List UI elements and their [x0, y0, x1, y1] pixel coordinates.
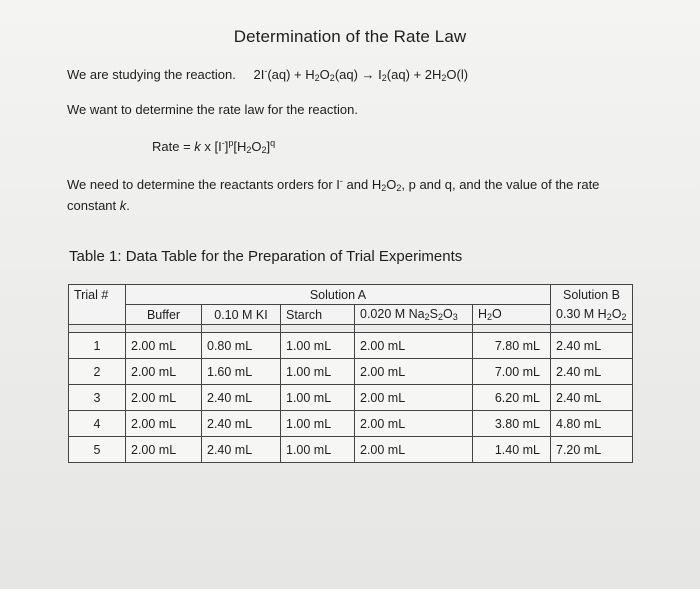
reaction-equation: $2I^-(aq) + H_2O_2(aq) \to I_2(aq) + 2H_2O(l)$ — [253, 66, 469, 83]
thiosulfate-value: 2.00 mL — [355, 385, 473, 411]
table-row — [69, 411, 633, 437]
starch-header: Starch — [281, 305, 355, 325]
thiosulfate-value: 2.00 mL — [355, 333, 473, 359]
thiosulfate-value: 2.00 mL — [355, 437, 473, 463]
table-subheader-row — [69, 305, 633, 325]
thiosulfate-header: 0.020 M $Na_2S_2O_3$ — [355, 305, 473, 325]
starch-value: 1.00 mL — [281, 411, 355, 437]
buffer-value: 2.00 mL — [126, 359, 202, 385]
buffer-header: Buffer — [126, 305, 202, 325]
orders-text: We need to determine the reactants orders for I- and $H_2O_2$, p and q, and the value of the rate constant k. — [67, 176, 600, 213]
ki-value: 1.60 mL — [202, 359, 281, 385]
trial-header: Trial # — [69, 285, 126, 305]
h2o2-value: 2.40 mL — [551, 333, 633, 359]
trial-number: 5 — [69, 437, 126, 463]
trial-number: 2 — [69, 359, 126, 385]
table-row — [69, 437, 633, 463]
table-header-row — [69, 285, 633, 305]
table-caption: Table 1: Data Table for the Preparation of Trial Experiments — [69, 248, 463, 265]
thiosulfate-value: 2.00 mL — [355, 411, 473, 437]
ki-header: 0.10 M KI — [202, 305, 281, 325]
starch-value: 1.00 mL — [281, 359, 355, 385]
h2o2-value: 2.40 mL — [551, 385, 633, 411]
trial-number: 3 — [69, 385, 126, 411]
trial-header-blank — [69, 305, 126, 325]
h2o2-value: 2.40 mL — [551, 359, 633, 385]
water-value: 7.80 mL — [473, 333, 551, 359]
buffer-value: 2.00 mL — [126, 411, 202, 437]
table-spacer-row — [69, 325, 633, 333]
trial-rows — [69, 333, 633, 463]
starch-value: 1.00 mL — [281, 385, 355, 411]
buffer-value: 2.00 mL — [126, 385, 202, 411]
reaction-line — [67, 66, 468, 83]
h2o2-value: 7.20 mL — [551, 437, 633, 463]
starch-value: 1.00 mL — [281, 333, 355, 359]
page-title: Determination of the Rate Law — [233, 27, 467, 46]
buffer-value: 2.00 mL — [126, 437, 202, 463]
table-row — [69, 333, 633, 359]
ki-value: 2.40 mL — [202, 411, 281, 437]
water-value: 6.20 mL — [473, 385, 551, 411]
water-header: $H_2O$ — [473, 305, 551, 325]
water-value: 1.40 mL — [473, 437, 551, 463]
water-value: 3.80 mL — [473, 411, 551, 437]
trial-data-table — [68, 284, 633, 463]
starch-value: 1.00 mL — [281, 437, 355, 463]
trial-number: 4 — [69, 411, 126, 437]
solution-a-header: Solution A — [126, 285, 551, 305]
buffer-value: 2.00 mL — [126, 333, 202, 359]
solution-b-header: Solution B — [551, 285, 633, 305]
table-row — [69, 359, 633, 385]
thiosulfate-value: 2.00 mL — [355, 359, 473, 385]
ki-value: 2.40 mL — [202, 385, 281, 411]
ki-value: 2.40 mL — [202, 437, 281, 463]
trial-number: 1 — [69, 333, 126, 359]
rate-law-equation: Rate = k x $[I^-]^p[H_2O_2]^q$ — [152, 138, 276, 155]
water-value: 7.00 mL — [473, 359, 551, 385]
studying-text: We are studying the reaction. — [67, 67, 236, 82]
ki-value: 0.80 mL — [202, 333, 281, 359]
h2o2-value: 4.80 mL — [551, 411, 633, 437]
table-row — [69, 385, 633, 411]
h2o2-header: 0.30 M $H_2O_2$ — [551, 305, 633, 325]
goal-text: We want to determine the rate law for the reaction. — [67, 102, 358, 117]
